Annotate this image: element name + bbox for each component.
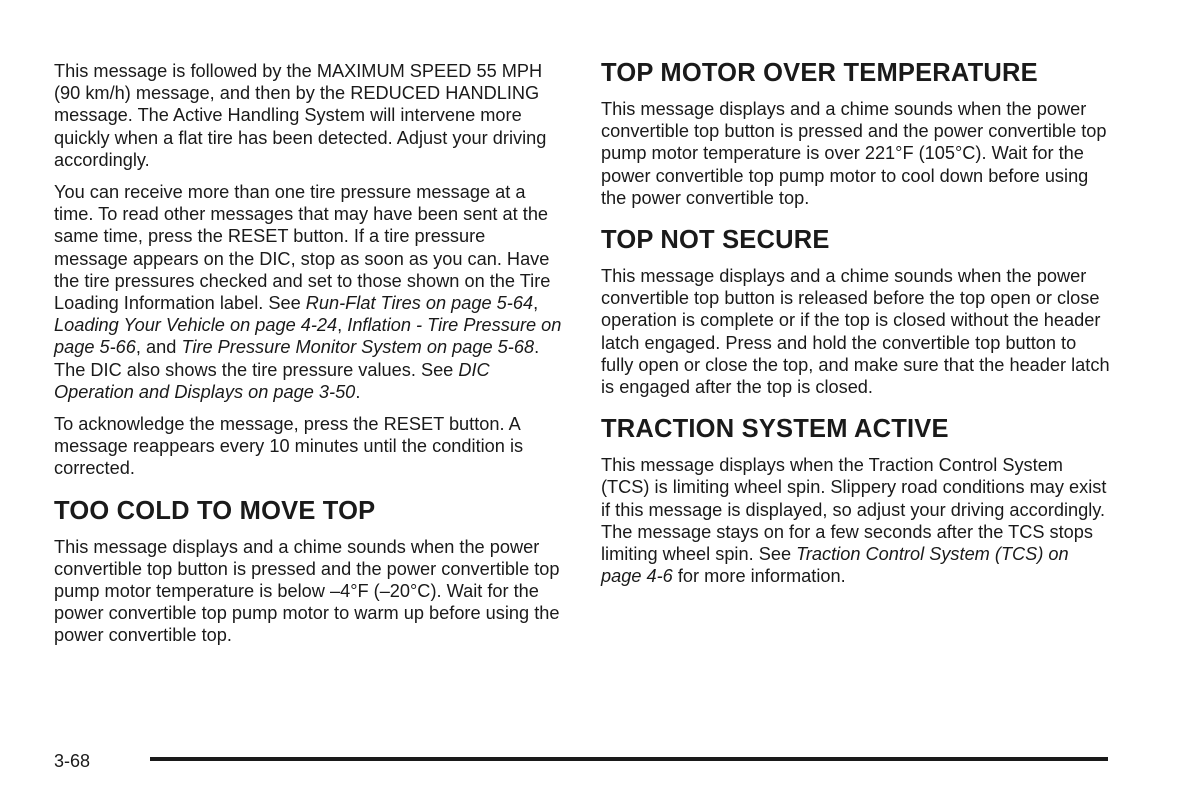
text-run: . xyxy=(355,381,361,402)
paragraph-flat-tire: This message is followed by the MAXIMUM SPEED 55 MPH (90 km/h) message, and then by the REDUCED HANDLING message. The Active Handling System will intervene more quickly when a flat tire has been detected. Adjust your driving accordingly. xyxy=(54,61,547,170)
heading-not-secure: TOP NOT SECURE xyxy=(601,226,830,255)
paragraph-too-cold: This message displays and a chime sounds when the power convertible top button is pressed and the power convertible top pump motor temperature is below –4°F (–20°C). Wait for the power convertible top pump motor to warm up before using the power convertible top. xyxy=(54,536,560,646)
cross-reference: DIC Operation and Displays on page 3-50 xyxy=(54,359,490,402)
cross-reference: Loading Your Vehicle on page 4-24 xyxy=(54,315,338,336)
cross-reference: Run-Flat Tires on page 5-64 xyxy=(305,293,534,314)
text-run: This message displays when the Traction Control System (TCS) is limiting wheel spin. Slippery road conditions may exist if this message is displayed, so adjust your driving accordingly. The message stays on for a few seconds after the TCS stops limiting wheel spin. See xyxy=(601,455,1107,565)
paragraph-over-temperature: This message displays and a chime sounds when the power convertible top button is pressed and the power convertible top pump motor temperature is over 221°F (105°C). Wait for the power convertible top pump motor to cool down before using the power convertible top. xyxy=(601,99,1107,208)
paragraph-tire-pressure xyxy=(54,181,564,403)
paragraph-not-secure: This message displays and a chime sounds when the power convertible top button is released before the top open or close operation is complete or if the top is closed without the header latch engaged. Press and hold the convertible top button to fully open or close the top, and make sure that the header latch is engaged after the top is closed. xyxy=(601,266,1110,398)
footer-rule xyxy=(150,757,1108,761)
paragraph-traction xyxy=(601,454,1111,587)
text-run: , xyxy=(533,293,539,314)
cross-reference: Traction Control System (TCS) on page 4-6 xyxy=(601,544,1069,587)
text-run: . The DIC also shows the tire pressure values. See xyxy=(54,337,540,380)
text-run: You can receive more than one tire pressure message at a time. To read other messages that may have been sent at the same time, press the RESET button. If a tire pressure message appears on the DIC, stop as soon as you can. Have the tire pressures checked and set to those shown on the Tire Loading Information label. See xyxy=(54,182,551,314)
heading-over-temperature: TOP MOTOR OVER TEMPERATURE xyxy=(601,59,1038,87)
page-number: 3-68 xyxy=(54,751,91,771)
page-footer xyxy=(54,750,1108,774)
heading-traction: TRACTION SYSTEM ACTIVE xyxy=(601,415,949,444)
heading-too-cold: TOO COLD TO MOVE TOP xyxy=(54,496,376,525)
cross-reference: Inflation - Tire Pressure on page 5-66 xyxy=(54,315,562,358)
cross-reference: Tire Pressure Monitor System on page 5-68 xyxy=(181,337,535,358)
paragraph-acknowledge: To acknowledge the message, press the RESET button. A message reappears every 10 minutes until the condition is corrected. xyxy=(54,414,524,479)
text-run: , xyxy=(337,315,348,336)
text-run: for more information. xyxy=(672,566,846,587)
left-column xyxy=(54,60,564,657)
text-run: , and xyxy=(135,337,182,358)
right-column xyxy=(601,60,1111,597)
